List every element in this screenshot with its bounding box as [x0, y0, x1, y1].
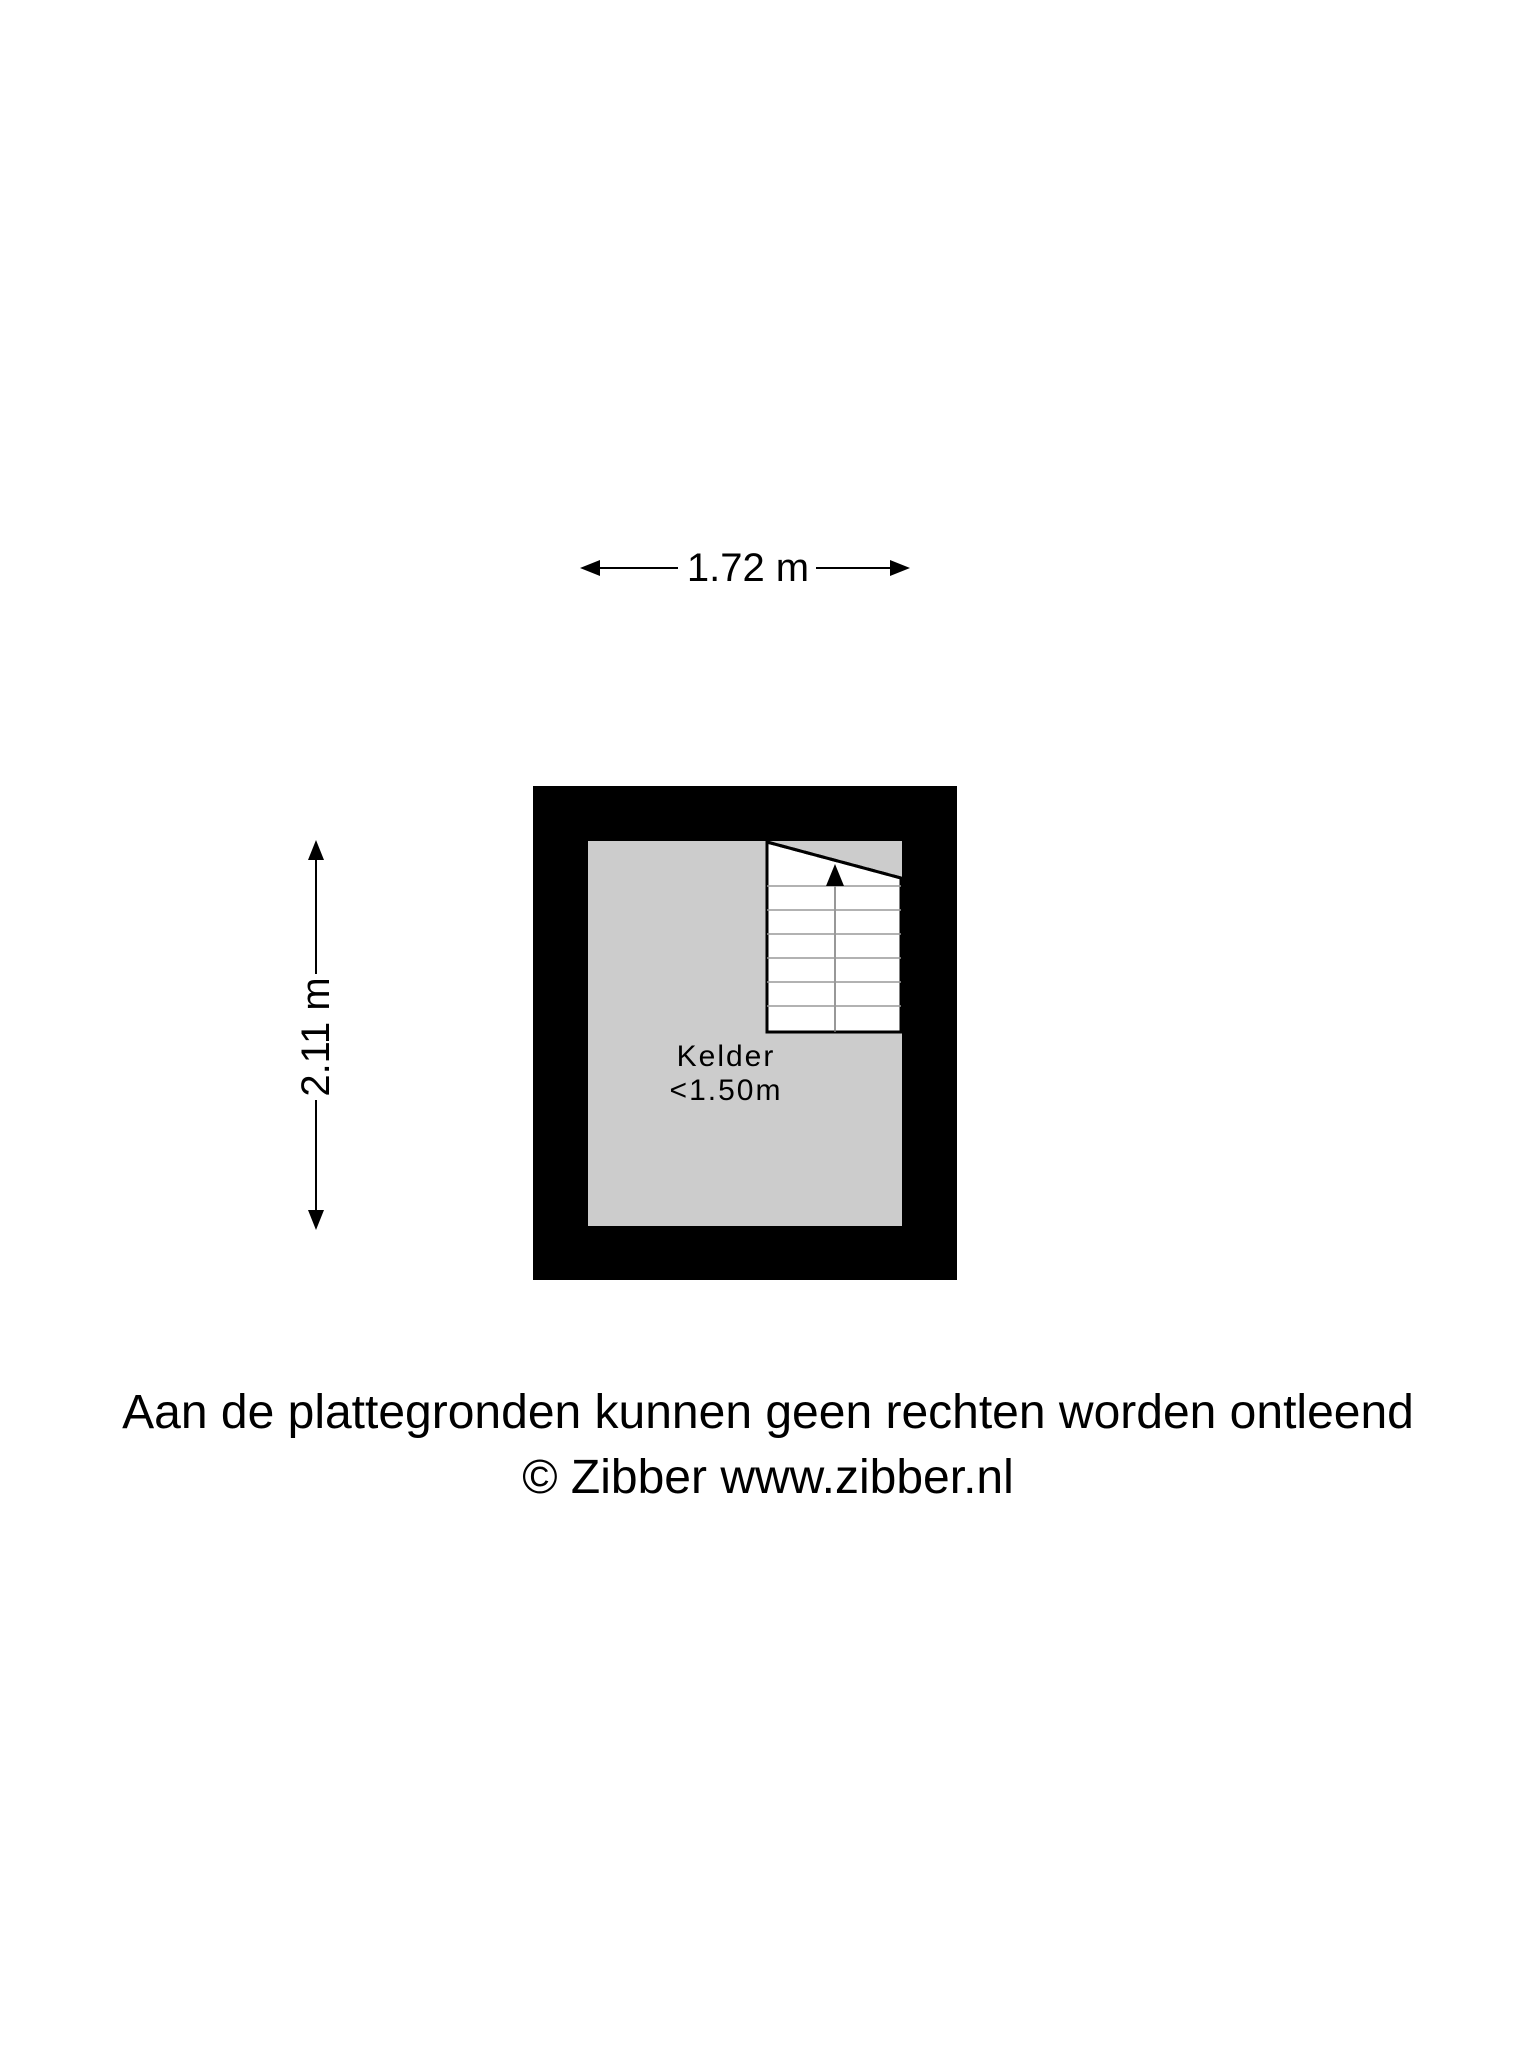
height-dimension	[296, 840, 336, 1230]
dimension-line	[315, 1100, 317, 1216]
room-height-note: <1.50m	[669, 1074, 783, 1107]
arrow-right-icon	[890, 560, 910, 576]
dimension-line	[315, 854, 317, 974]
disclaimer-text: Aan de plattegronden kunnen geen rechten worden ontleend	[122, 1386, 1414, 1439]
arrow-down-icon	[308, 1210, 324, 1230]
width-label: 1.72 m	[686, 546, 810, 590]
dimension-line	[816, 567, 900, 569]
copyright-text: © Zibber www.zibber.nl	[522, 1451, 1014, 1504]
room-name: Kelder	[676, 1040, 776, 1073]
width-dimension	[580, 548, 910, 588]
staircase-icon	[765, 840, 905, 1034]
room-label	[620, 1040, 832, 1108]
height-label: 2.11 m	[294, 977, 338, 1097]
dimension-line	[590, 567, 678, 569]
